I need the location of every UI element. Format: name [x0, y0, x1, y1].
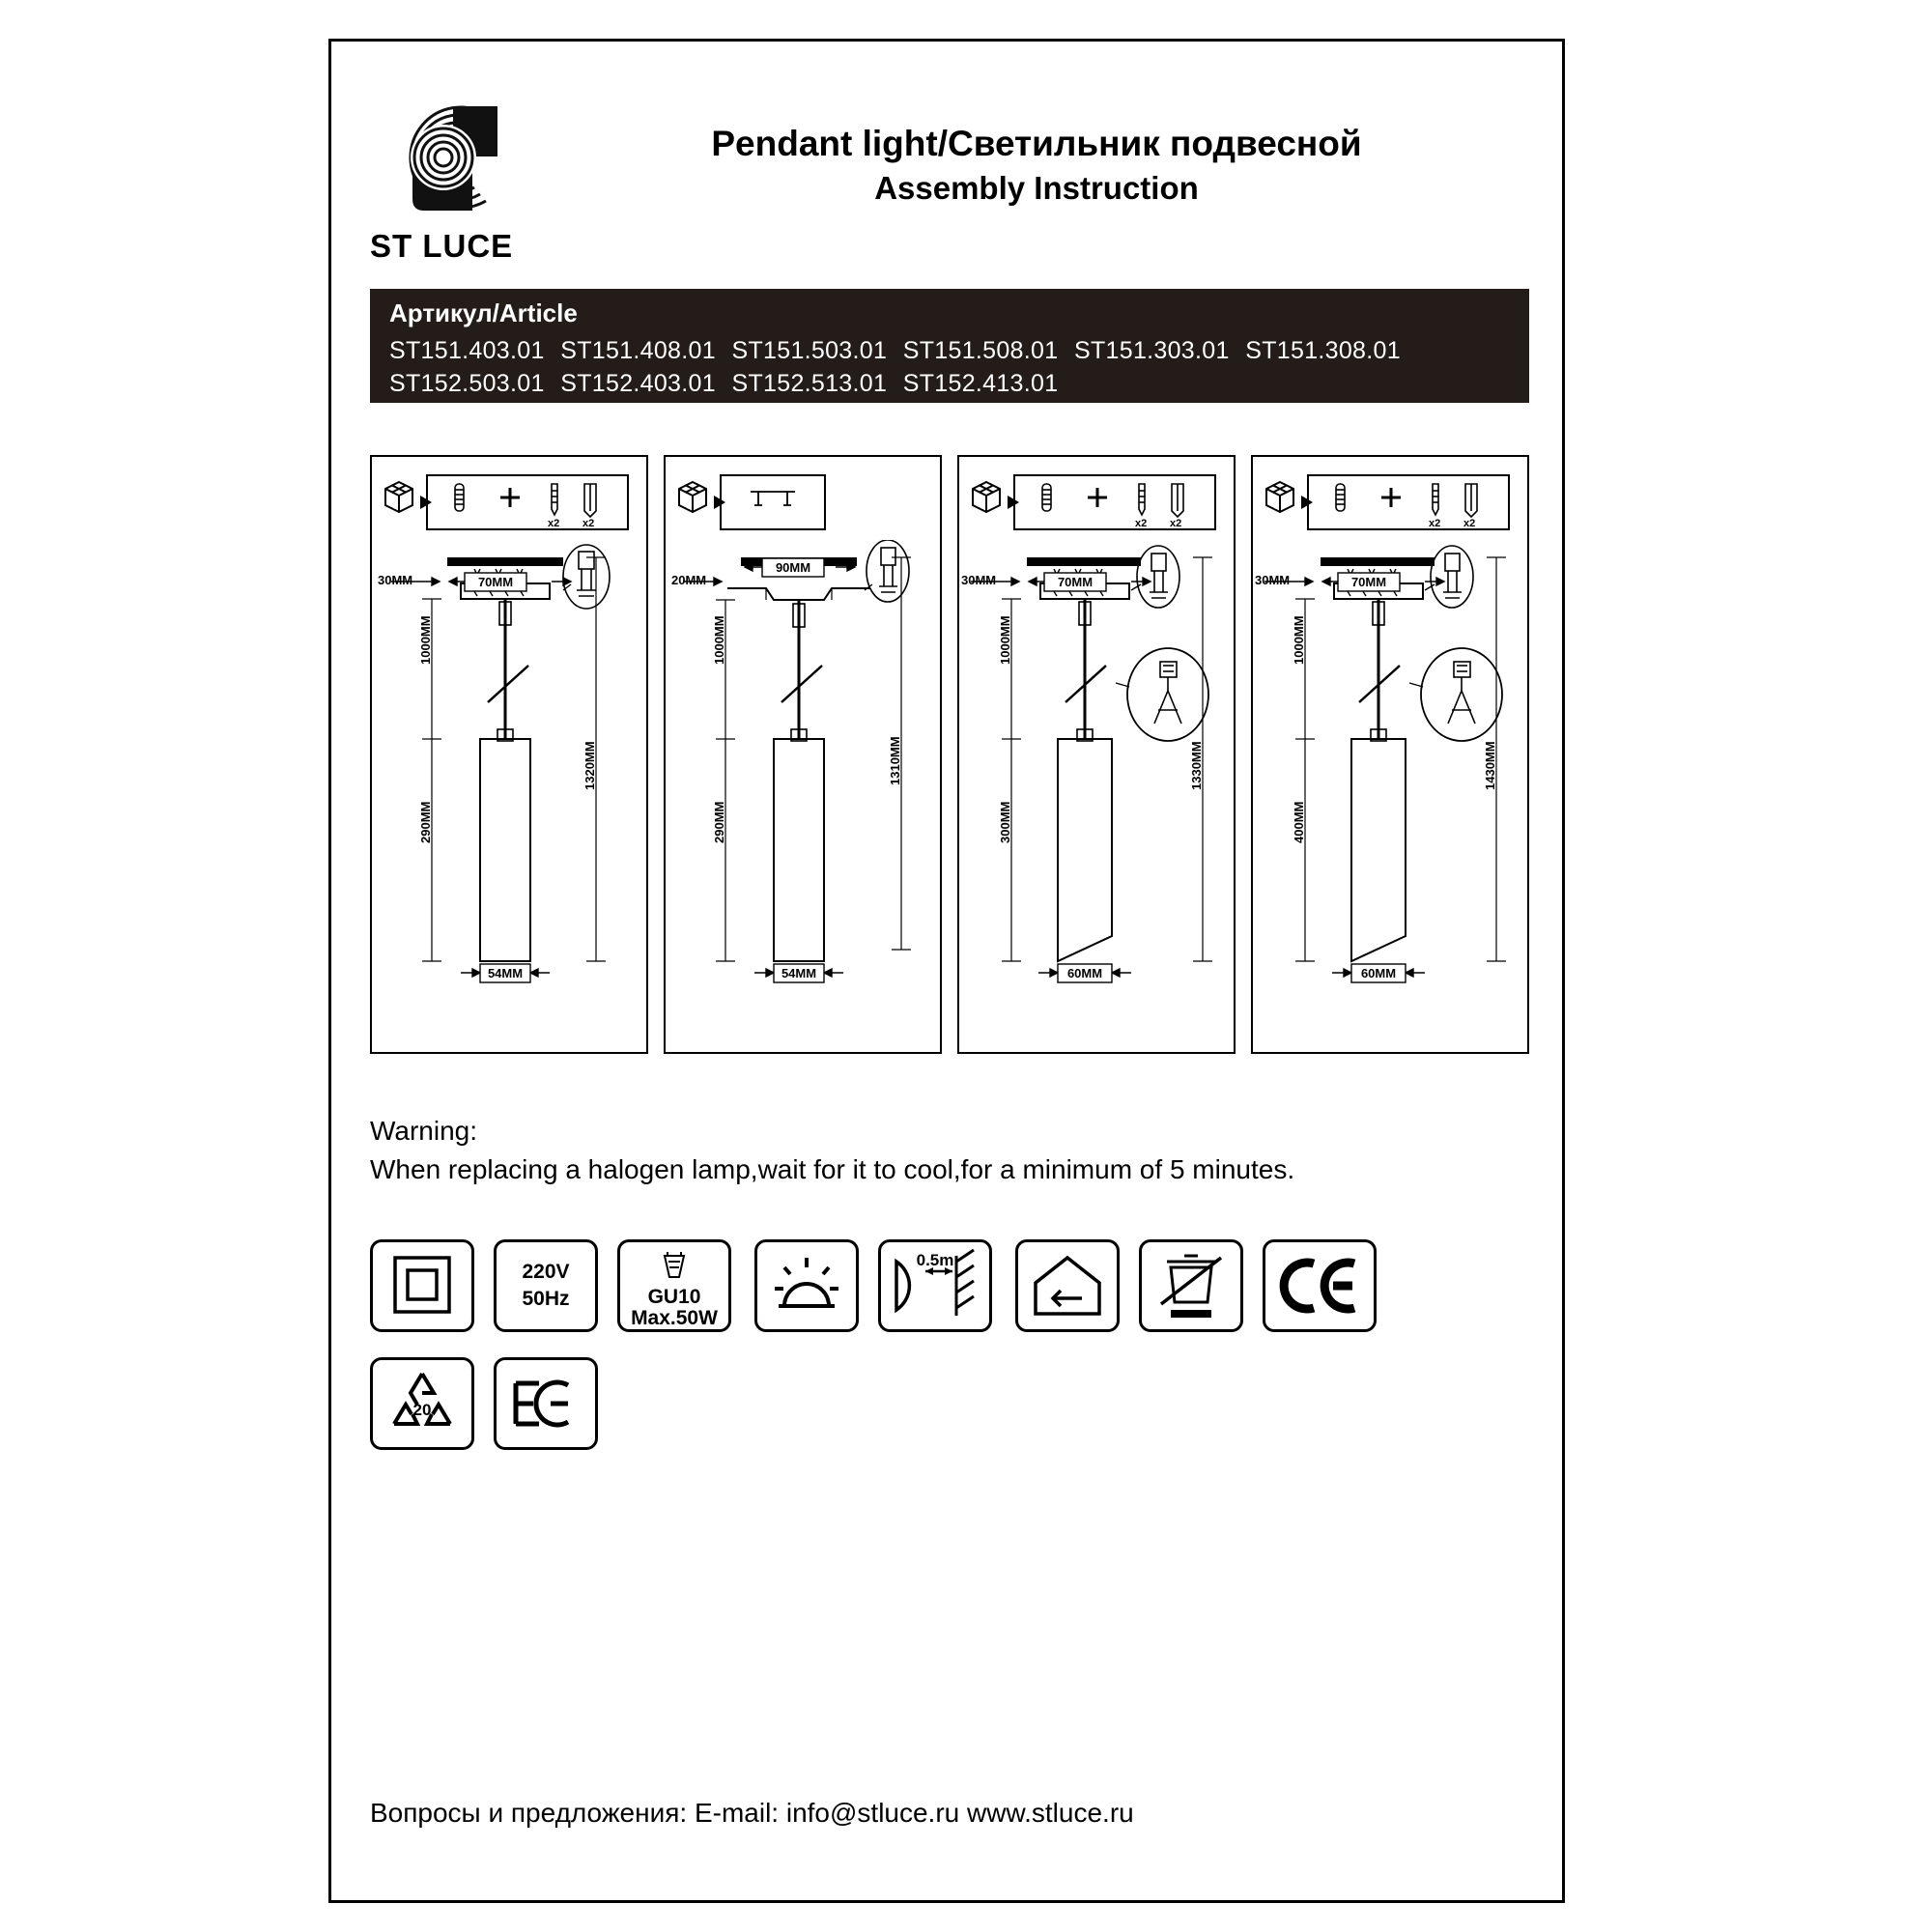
- svg-text:x2: x2: [1135, 518, 1148, 528]
- ce-mark-icon: [1263, 1239, 1377, 1332]
- dim-total-length: 1310MM: [888, 736, 902, 785]
- svg-text:0.5m: 0.5m: [916, 1251, 954, 1269]
- weee-bin-icon: [1139, 1239, 1243, 1332]
- class-ii-double-insulation-icon: [370, 1239, 474, 1332]
- dim-cord-length: 1000MM: [418, 615, 433, 665]
- dim-ceiling-thickness: 30MM: [961, 573, 997, 587]
- article-code: ST151.408.01: [560, 337, 716, 364]
- svg-text:x2: x2: [1429, 518, 1441, 528]
- spiral-logo-icon: [380, 95, 520, 220]
- article-bar: [370, 289, 1529, 403]
- lamp-type: GU10: [647, 1286, 701, 1308]
- dim-body-length: 300MM: [998, 801, 1012, 843]
- article-label: Артикул/Article: [389, 298, 578, 327]
- dim-body-length: 400MM: [1292, 801, 1306, 843]
- dim-cord-length: 1000MM: [998, 615, 1012, 665]
- dim-total-length: 1320MM: [582, 741, 597, 790]
- warning-title: Warning:: [370, 1116, 478, 1146]
- svg-text:60MM: 60MM: [1360, 966, 1397, 980]
- voltage-line-2: 50Hz: [522, 1288, 570, 1310]
- document-title: [554, 121, 1520, 210]
- voltage-line-1: 220V: [522, 1261, 570, 1283]
- svg-text:x2: x2: [1463, 518, 1476, 528]
- footer-contact: Вопросы и предложения: E-mail: info@stluce.ru www.stluce.ru: [370, 1798, 1134, 1828]
- article-code: ST151.503.01: [731, 337, 888, 364]
- parts-box: [720, 474, 826, 530]
- brand-logo: [370, 95, 554, 278]
- svg-text:x2: x2: [548, 518, 560, 528]
- svg-text:54MM: 54MM: [487, 966, 524, 980]
- diagram-panels: [370, 455, 1529, 1054]
- article-code: ST151.508.01: [902, 337, 1059, 364]
- svg-text:70MM: 70MM: [477, 575, 514, 589]
- article-code: ST151.303.01: [1074, 337, 1230, 364]
- parts-box: [1013, 474, 1216, 530]
- svg-text:70MM: 70MM: [1350, 575, 1387, 589]
- panel-1: [370, 455, 648, 1054]
- package-box-icon: [1261, 478, 1299, 517]
- article-row-2: [389, 367, 1510, 400]
- dim-body-length: 290MM: [712, 801, 726, 843]
- warning-block: [370, 1112, 1510, 1189]
- svg-text:70MM: 70MM: [1057, 575, 1094, 589]
- svg-text:60MM: 60MM: [1066, 966, 1103, 980]
- dim-ceiling-thickness: 30MM: [1255, 573, 1291, 587]
- lamp-power: Max.50W: [631, 1307, 718, 1329]
- package-box-icon: [673, 478, 712, 517]
- dim-ceiling-thickness: 20MM: [671, 573, 707, 587]
- minimum-distance-icon: [878, 1239, 992, 1332]
- voltage-icon: [494, 1239, 598, 1332]
- svg-text:x2: x2: [582, 518, 595, 528]
- dim-cord-length: 1000MM: [1292, 615, 1306, 665]
- article-row-1: [389, 334, 1510, 367]
- dim-body-length: 290MM: [418, 801, 433, 843]
- eac-mark-icon: [494, 1357, 598, 1450]
- article-code: ST152.403.01: [560, 370, 716, 397]
- dim-total-length: 1430MM: [1483, 741, 1497, 790]
- gu10-lamp-icon: [617, 1239, 731, 1332]
- package-box-icon: [967, 478, 1006, 517]
- parts-box: [1307, 474, 1510, 530]
- package-box-icon: [380, 478, 418, 517]
- title-line-1: Pendant light/Светильник подвесной: [711, 124, 1362, 163]
- brand-name: ST LUCE: [370, 228, 514, 264]
- title-line-2: Assembly Instruction: [874, 170, 1199, 206]
- article-code: ST152.503.01: [389, 370, 545, 397]
- hot-surface-icon: [754, 1239, 859, 1332]
- svg-text:x2: x2: [1170, 518, 1182, 528]
- recycle-icon: [370, 1357, 474, 1450]
- dim-total-length: 1330MM: [1189, 741, 1204, 790]
- warning-text: When replacing a halogen lamp,wait for it to cool,for a minimum of 5 minutes.: [370, 1154, 1295, 1184]
- dim-cord-length: 1000MM: [712, 615, 726, 665]
- svg-text:54MM: 54MM: [781, 966, 817, 980]
- article-code: ST151.308.01: [1245, 337, 1401, 364]
- indoor-use-icon: [1015, 1239, 1120, 1332]
- panel-4: [1251, 455, 1529, 1054]
- panel-2: [664, 455, 942, 1054]
- instruction-sheet: [328, 39, 1565, 1903]
- panel-3: [957, 455, 1236, 1054]
- svg-text:90MM: 90MM: [775, 560, 811, 575]
- article-code: ST151.403.01: [389, 337, 545, 364]
- dim-ceiling-thickness: 30MM: [378, 573, 413, 587]
- article-code: ST152.513.01: [731, 370, 888, 397]
- document-header: [331, 42, 1562, 283]
- article-code: ST152.413.01: [902, 370, 1059, 397]
- parts-box: [426, 474, 629, 530]
- recycle-number: 20: [412, 1401, 432, 1419]
